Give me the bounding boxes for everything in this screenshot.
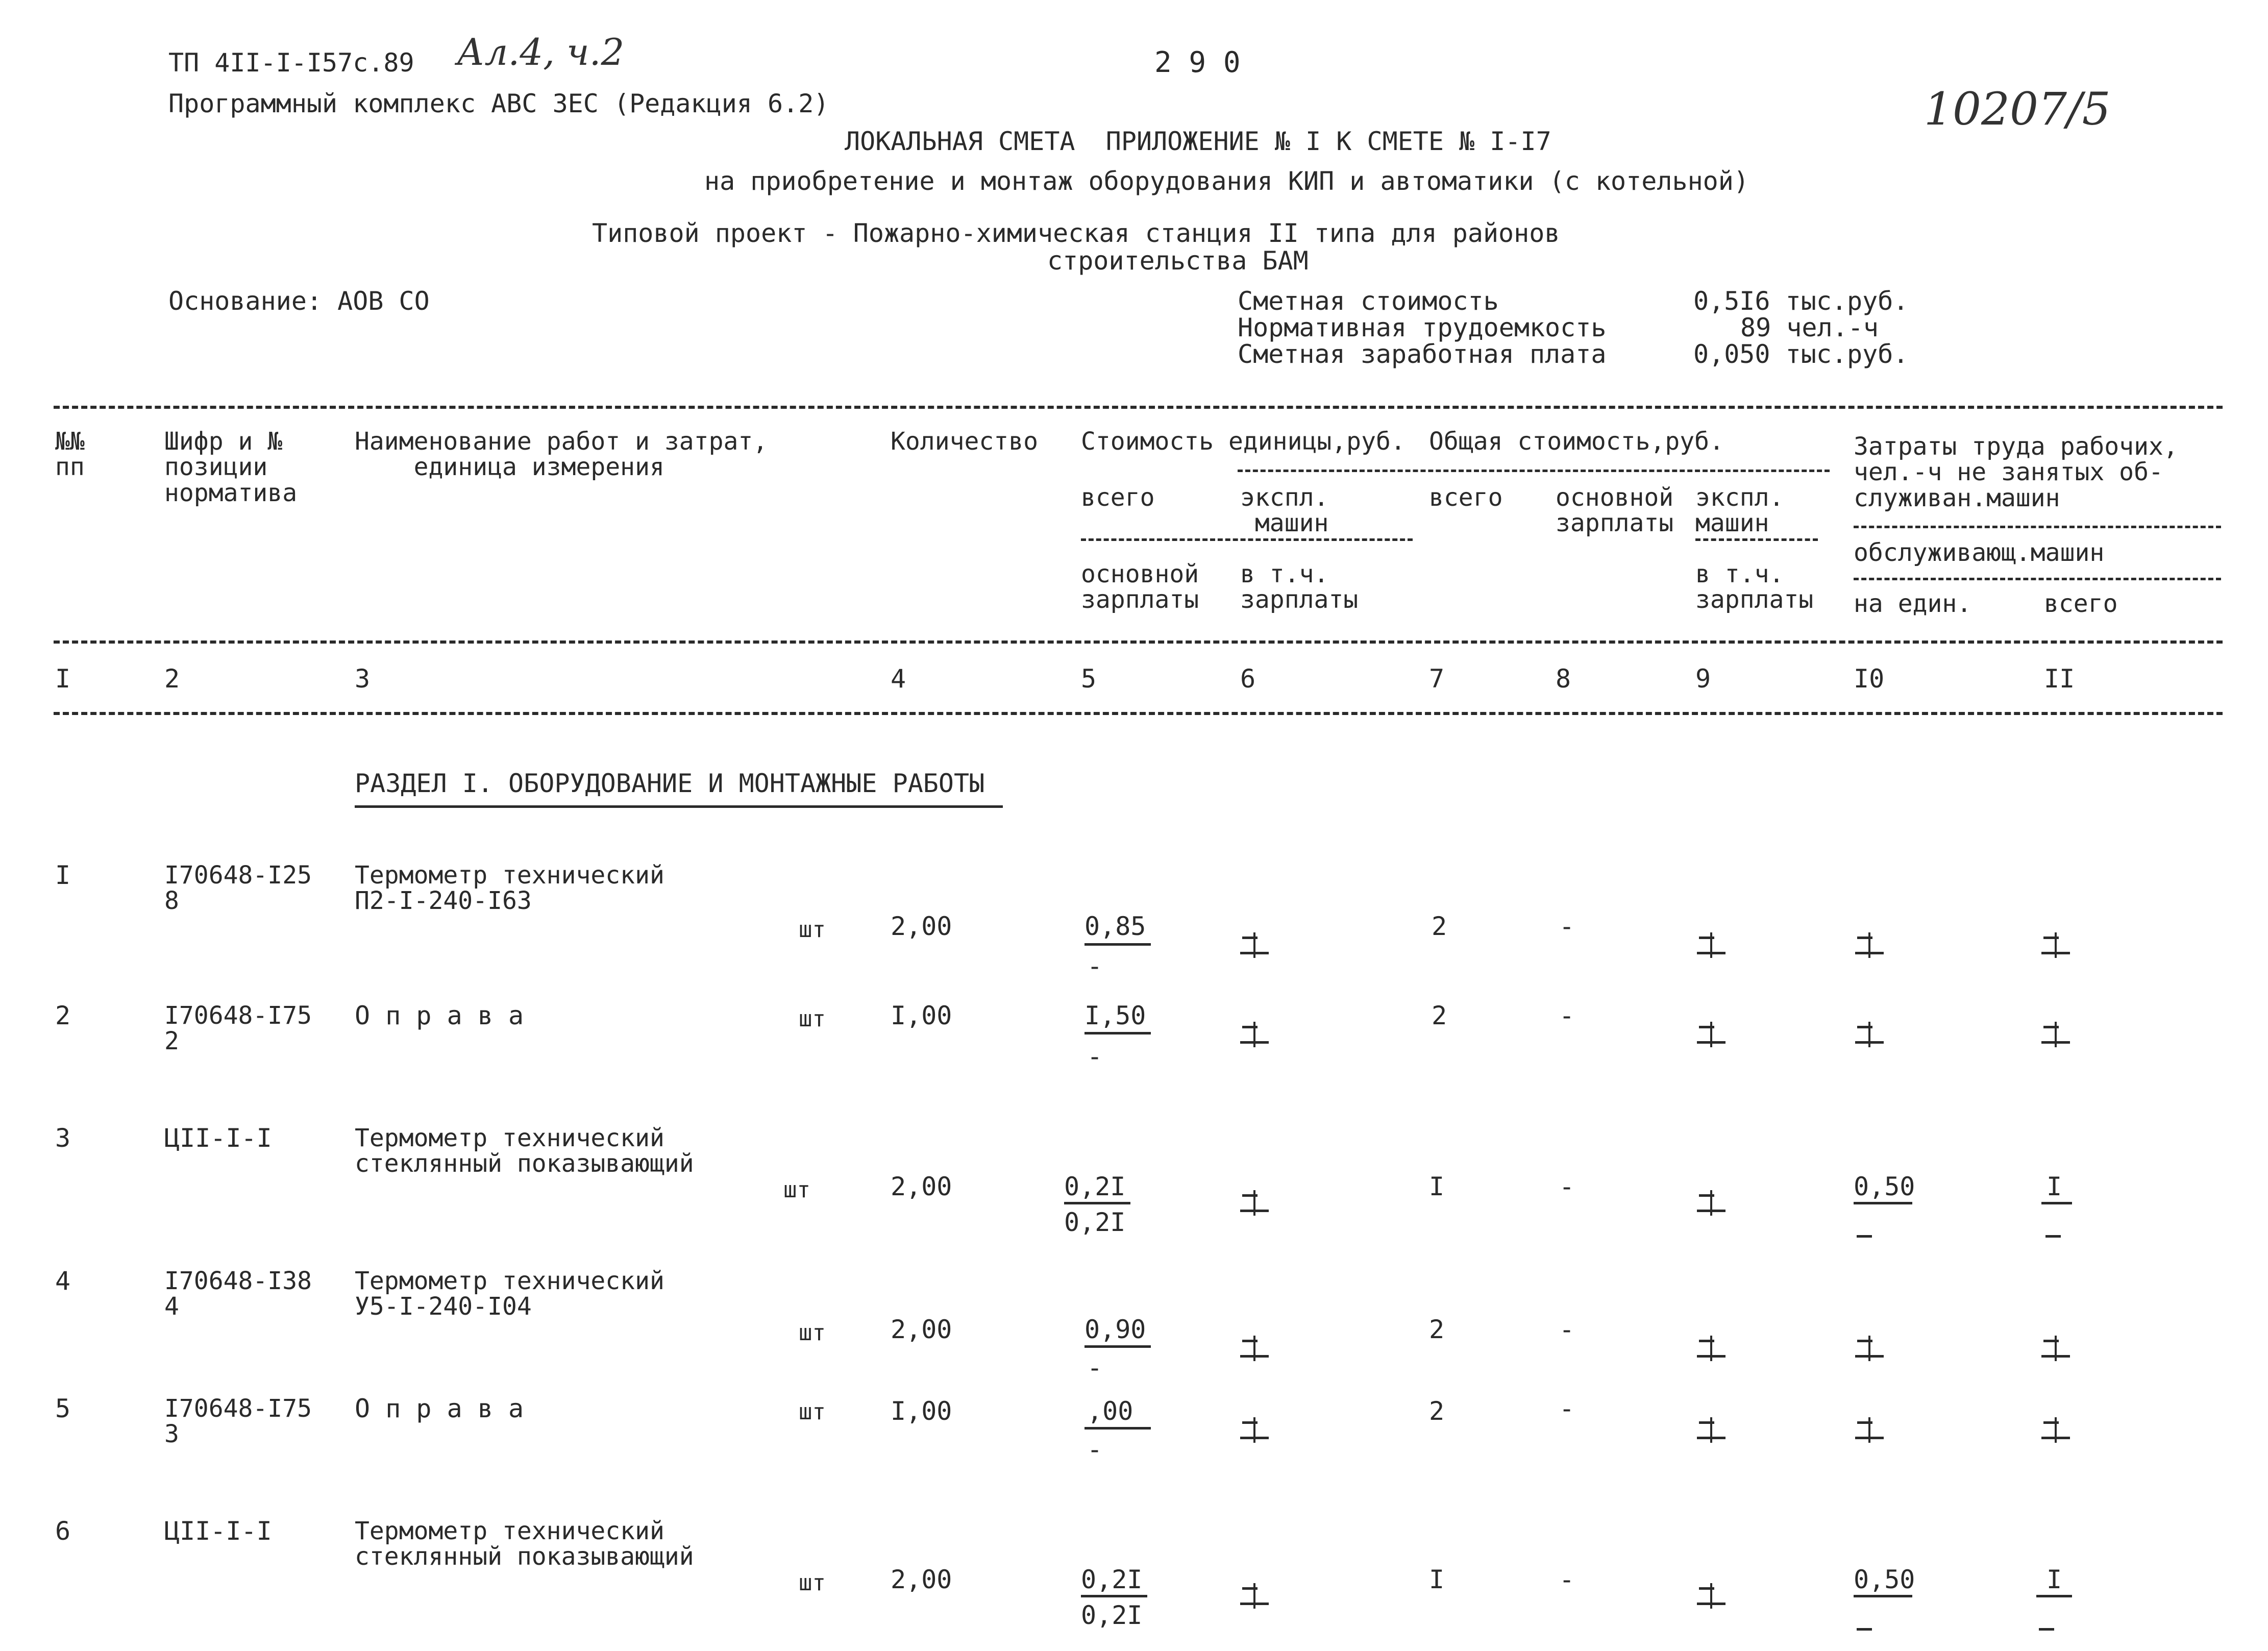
row-unit-wage: - [1087, 1435, 1103, 1464]
row-total-wage: - [1559, 1565, 1575, 1594]
col-num-6: 6 [1240, 664, 1256, 694]
row-unit: шт [799, 1399, 826, 1425]
machine-divider [1695, 538, 1818, 541]
row-labor-total: I [2047, 1565, 2062, 1594]
handwritten-number: 10207/5 [1924, 83, 2111, 135]
row-name: Термометр технический стеклянный показывающий [355, 1517, 694, 1571]
col-num-10: I0 [1854, 664, 1885, 694]
col-10-header: на един. [1854, 589, 1972, 618]
col-num-4: 4 [891, 664, 906, 694]
row-unit: шт [799, 1570, 826, 1596]
row-unit-cost: ,00 [1087, 1396, 1133, 1426]
row-code: I70648-I75 2 [164, 1001, 312, 1056]
row-total-wage: - [1559, 1001, 1575, 1030]
labor-total-underline [2041, 1202, 2072, 1204]
labor-unit-underline [1854, 1202, 1912, 1204]
unit-cost-underline [1084, 1427, 1151, 1430]
unit-cost-underline [1081, 1595, 1147, 1597]
col-4-header: Количество [891, 427, 1038, 456]
empty-value-mark [1855, 937, 1884, 955]
empty-value-mark [2041, 937, 2070, 955]
empty-value-mark [1697, 937, 1725, 955]
row-name: Термометр технический П2-I-240-I63 [355, 861, 664, 916]
empty-value-mark [1697, 1587, 1725, 1606]
col-1-header: №№ пп [55, 427, 85, 482]
col-2-header: Шифр и № позиции норматива [164, 427, 298, 507]
col-9-header-top: экспл. машин [1695, 483, 1784, 538]
section-title-underline [355, 805, 1003, 808]
row-total: 2 [1432, 911, 1447, 941]
row-total-wage: - [1559, 1315, 1575, 1344]
row-quantity: 2,00 [891, 1315, 952, 1344]
dash-mark [1857, 1628, 1872, 1631]
empty-value-mark [1240, 1194, 1269, 1213]
labor-total-underline [2036, 1595, 2072, 1597]
basis-line: Основание: АОВ СО [168, 286, 430, 316]
dash-mark [2045, 1235, 2061, 1238]
summary-value-cost: 0,5I6 тыс.руб. [1693, 286, 1909, 316]
labor-divider-2 [1854, 578, 2221, 580]
col-num-3: 3 [355, 664, 371, 694]
empty-value-mark [2041, 1340, 2070, 1358]
row-code: I70648-I75 3 [164, 1394, 312, 1449]
handwritten-reference: Ал.4, ч.2 [457, 31, 625, 73]
row-unit-wage: - [1087, 1042, 1103, 1071]
row-total-wage: - [1559, 911, 1575, 941]
labor-subheader: обслуживающ.машин [1854, 538, 2105, 567]
header-bottom-rule [54, 712, 2223, 715]
row-unit-cost: I,50 [1084, 1001, 1146, 1030]
row-total: I [1429, 1565, 1445, 1594]
col-num-7: 7 [1429, 664, 1445, 694]
col-num-1: I [55, 664, 71, 694]
col-11-header: всего [2044, 589, 2118, 618]
row-code: ЦII-I-I [164, 1516, 272, 1546]
row-number: 2 [55, 1001, 71, 1030]
row-total: 2 [1429, 1315, 1445, 1344]
total-cost-group-header: Общая стоимость,руб. [1429, 427, 1724, 456]
row-number: 3 [55, 1123, 71, 1153]
row-quantity: I,00 [891, 1396, 952, 1426]
header-mid-rule [54, 640, 2223, 644]
empty-value-mark [1240, 1421, 1269, 1440]
row-labor-unit: 0,50 [1854, 1172, 1915, 1201]
col-3-header: Наименование работ и затрат, единица измерения [355, 427, 768, 482]
row-number: 6 [55, 1516, 71, 1546]
row-labor-total: I [2047, 1172, 2062, 1201]
row-name: О п р а в а [355, 1394, 524, 1423]
col-6-header-bottom: в т.ч. зарплаты [1240, 560, 1359, 614]
empty-value-mark [1697, 1194, 1725, 1213]
unit-cost-underline [1084, 1032, 1151, 1034]
dash-mark [1857, 1235, 1872, 1238]
row-unit-wage: - [1087, 1353, 1103, 1383]
estimate-subtitle: на приобретение и монтаж оборудования КИП и автоматики (с котельной) [704, 166, 1749, 196]
unit-cost-divider [1081, 538, 1413, 541]
unit-cost-group-header: Стоимость единицы,руб. [1081, 427, 1406, 456]
empty-value-mark [1697, 1026, 1725, 1044]
col-5-header-top: всего [1081, 483, 1155, 512]
row-unit: шт [799, 917, 826, 943]
row-number: I [55, 860, 71, 890]
row-unit: шт [799, 1006, 826, 1032]
labor-divider-1 [1854, 526, 2221, 528]
empty-value-mark [1240, 937, 1269, 955]
summary-label-labor: Нормативная трудоемкость [1238, 313, 1607, 342]
row-unit-cost: 0,85 [1084, 911, 1146, 941]
row-unit-wage: 0,2I [1081, 1600, 1143, 1630]
row-unit-wage: 0,2I [1064, 1208, 1126, 1237]
col-8-header: основной зарплаты [1556, 483, 1674, 538]
row-unit: шт [783, 1177, 810, 1203]
labor-unit-underline [1854, 1595, 1912, 1597]
row-total: 2 [1429, 1396, 1445, 1426]
summary-label-wage: Сметная заработная плата [1238, 339, 1607, 369]
section-title: РАЗДЕЛ I. ОБОРУДОВАНИЕ И МОНТАЖНЫЕ РАБОТЫ [355, 769, 985, 798]
labor-group-header: Затраты труда рабочих, чел.-ч не занятых об- служиван.машин [1854, 432, 2178, 512]
col-9-header-bottom: в т.ч. зарплаты [1695, 560, 1814, 614]
row-name: О п р а в а [355, 1001, 524, 1030]
row-unit-cost: 0,2I [1064, 1172, 1126, 1201]
col-6-header-top: экспл. машин [1240, 483, 1329, 538]
unit-cost-underline [1084, 1345, 1151, 1348]
empty-value-mark [1855, 1340, 1884, 1358]
software-line: Программный комплекс АВС 3ЕС (Редакция 6.2) [168, 89, 829, 118]
project-line-2: строительства БАМ [1047, 246, 1309, 276]
empty-value-mark [2041, 1421, 2070, 1440]
row-name: Термометр технический У5-I-240-I04 [355, 1267, 664, 1321]
project-line-1: Типовой проект - Пожарно-химическая станция II типа для районов [592, 218, 1560, 248]
unit-cost-underline [1084, 943, 1151, 946]
col-num-2: 2 [164, 664, 180, 694]
empty-value-mark [1240, 1340, 1269, 1358]
estimate-title: ЛОКАЛЬНАЯ СМЕТА ПРИЛОЖЕНИЕ № I К СМЕТЕ № I-I7 [845, 127, 1551, 156]
header-top-rule [54, 406, 2223, 409]
row-total-wage: - [1559, 1394, 1575, 1423]
col-num-5: 5 [1081, 664, 1097, 694]
row-quantity: 2,00 [891, 1172, 952, 1201]
summary-value-wage: 0,050 тыс.руб. [1693, 339, 1909, 369]
unit-cost-underline [1064, 1202, 1130, 1204]
doc-code: ТП 4II-I-I57с.89 [168, 48, 414, 78]
row-number: 4 [55, 1266, 71, 1296]
summary-label-cost: Сметная стоимость [1238, 286, 1499, 316]
col-5-header-bottom: основной зарплаты [1081, 560, 1199, 614]
col-num-8: 8 [1556, 664, 1571, 694]
row-name: Термометр технический стеклянный показывающий [355, 1124, 694, 1178]
empty-value-mark [1855, 1421, 1884, 1440]
col-7-header: всего [1429, 483, 1503, 512]
col-num-11: II [2044, 664, 2075, 694]
empty-value-mark [1240, 1026, 1269, 1044]
empty-value-mark [1855, 1026, 1884, 1044]
row-quantity: I,00 [891, 1001, 952, 1030]
row-labor-unit: 0,50 [1854, 1565, 1915, 1594]
empty-value-mark [2041, 1026, 2070, 1044]
empty-value-mark [1697, 1421, 1725, 1440]
dash-mark [2039, 1628, 2054, 1631]
row-unit-cost: 0,2I [1081, 1565, 1143, 1594]
summary-value-labor: 89 чел.-ч [1740, 313, 1879, 342]
empty-value-mark [1697, 1340, 1725, 1358]
row-number: 5 [55, 1394, 71, 1423]
row-quantity: 2,00 [891, 1565, 952, 1594]
row-unit: шт [799, 1320, 826, 1346]
group-divider [1238, 470, 1830, 472]
row-code: ЦII-I-I [164, 1123, 272, 1153]
row-unit-wage: - [1087, 951, 1103, 981]
row-total: 2 [1432, 1001, 1447, 1030]
row-code: I70648-I25 8 [164, 861, 312, 916]
row-unit-cost: 0,90 [1084, 1315, 1146, 1344]
col-num-9: 9 [1695, 664, 1711, 694]
row-code: I70648-I38 4 [164, 1267, 312, 1321]
empty-value-mark [1240, 1587, 1269, 1606]
row-quantity: 2,00 [891, 911, 952, 941]
row-total: I [1429, 1172, 1445, 1201]
row-total-wage: - [1559, 1172, 1575, 1201]
page-number: 2 9 0 [1154, 46, 1241, 79]
